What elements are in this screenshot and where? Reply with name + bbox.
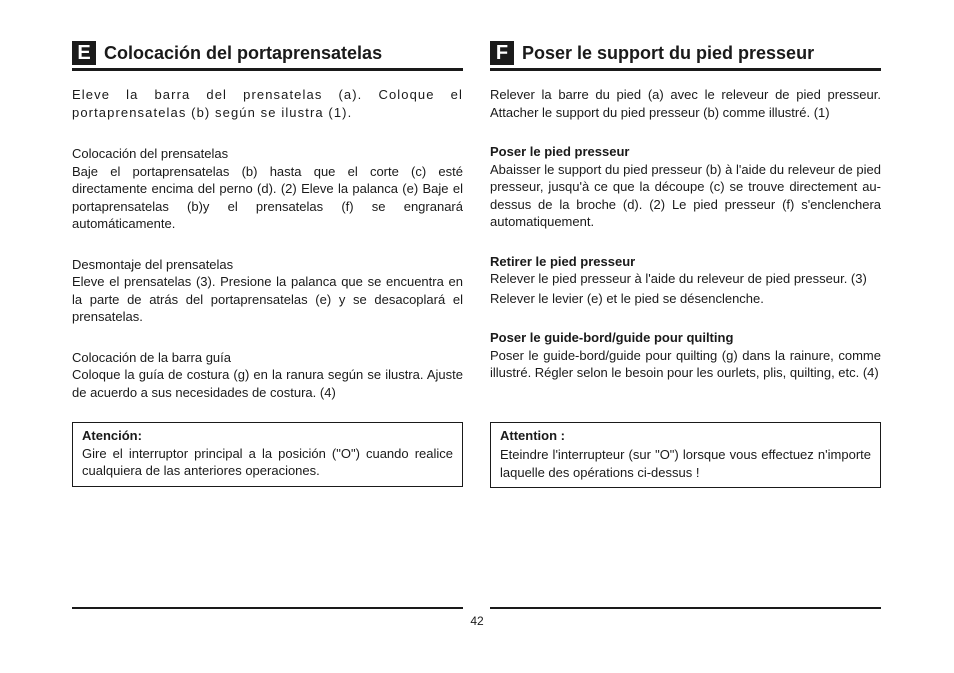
french-body-attach: Abaisser le support du pied presseur (b) à l'aide du releveur de pied presseur, jusqu'à ce que la découpe (c) se trouve directement au-dessus de la broche (d). (2) Le pied presseur (f) s'enclenchera automatiquement.	[490, 161, 881, 229]
french-body-remove-lever: Relever le levier (e) et le pied se désenclenche.	[490, 290, 764, 306]
french-column	[490, 40, 881, 488]
french-warning-text: Eteindre l'interrupteur (sur "O") lorsque vous effectuez n'importe laquelle des opérations ci-dessus !	[500, 447, 871, 480]
french-warning-box	[490, 422, 881, 489]
footer-rule-left	[72, 607, 463, 609]
spanish-warning-title: Atención:	[82, 428, 142, 443]
spanish-warning-box	[72, 422, 463, 487]
language-badge-e: E	[72, 41, 96, 65]
spanish-header	[72, 40, 463, 71]
french-body-remove: Relever le pied presseur à l'aide du releveur de pied presseur. (3)	[490, 271, 867, 286]
spanish-body-placement: Baje el portaprensatelas (b) hasta que el corte (c) esté directamente encima del perno (d). (2) Eleve la palanca (e) Baje el portaprensatelas (b)y el prensatelas (f) se engranará automáticamente.	[72, 163, 463, 231]
spanish-subheading-placement: Colocación del prensatelas	[72, 146, 229, 161]
language-badge-f: F	[490, 41, 514, 65]
french-subheading-attach: Poser le pied presseur	[490, 144, 630, 159]
spanish-title: Colocación del portaprensatelas	[104, 43, 383, 63]
french-subheading-remove: Retirer le pied presseur	[490, 253, 636, 269]
spanish-body-removal: Eleve el prensatelas (3). Presione la palanca que se encuentra en la parte de atrás del portaprensatelas (e) y se desacoplará el prensatelas.	[72, 274, 463, 324]
spanish-subheading-removal: Desmontaje del prensatelas	[72, 256, 234, 272]
spanish-subheading-guide: Colocación de la barra guía	[72, 349, 231, 365]
french-intro: Relever la barre du pied (a) avec le releveur de pied presseur. Attacher le support du pied presseur (b) comme illustré. (1)	[490, 87, 881, 120]
french-body-guide: Poser le guide-bord/guide pour quilting (g) dans la rainure, comme illustré. Régler selon le besoin pour les ourlets, plis, quilting, etc. (4)	[490, 347, 881, 380]
french-warning-title: Attention :	[500, 427, 565, 443]
french-subheading-guide: Poser le guide-bord/guide pour quilting	[490, 330, 734, 345]
footer-rule-right	[490, 607, 881, 609]
page-number: 42	[470, 614, 484, 628]
spanish-intro: Eleve la barra del prensatelas (a). Coloque el portaprensatelas (b) según se ilustra (1).	[72, 87, 463, 120]
french-header	[490, 40, 881, 71]
spanish-column	[72, 40, 463, 487]
spanish-body-guide: Coloque la guía de costura (g) en la ranura según se ilustra. Ajuste de acuerdo a sus necesidades de costura. (4)	[72, 367, 463, 400]
french-title: Poser le support du pied presseur	[522, 43, 815, 63]
spanish-warning-text: Gire el interruptor principal a la posición ("O") cuando realice cualquiera de las anteriores operaciones.	[82, 445, 453, 478]
